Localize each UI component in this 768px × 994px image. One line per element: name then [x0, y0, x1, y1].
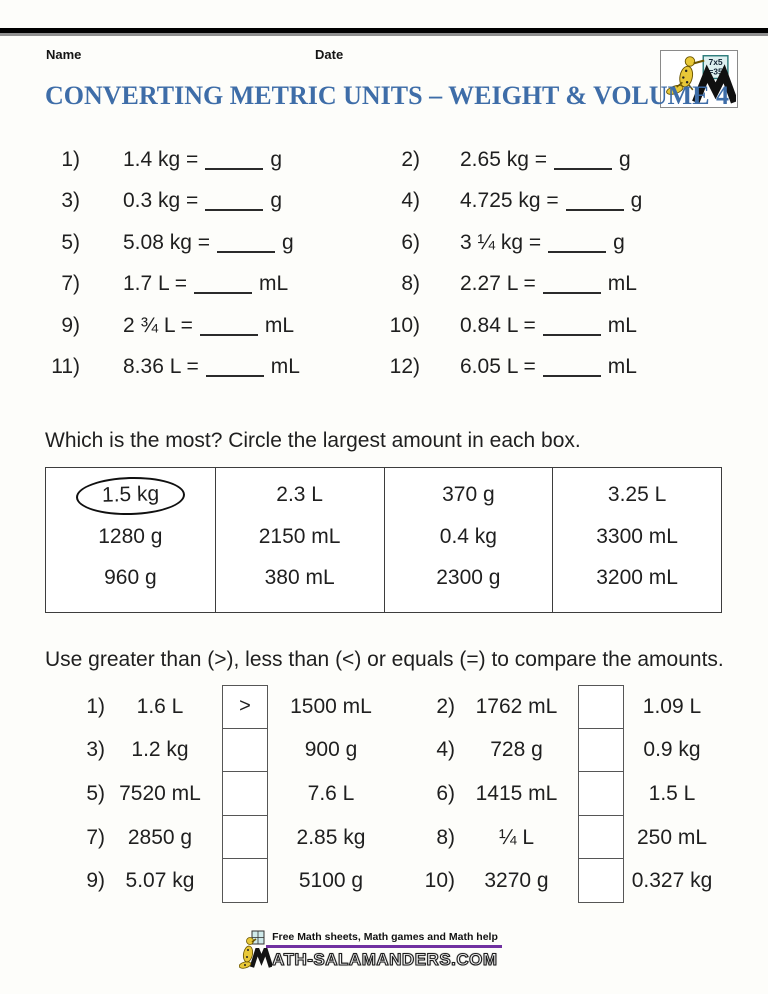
- footer-wordmark: [250, 948, 502, 968]
- compare-column-right: [395, 685, 717, 903]
- compare-row: [45, 685, 386, 729]
- problem-number: 12): [389, 355, 420, 379]
- problem-expression: [80, 148, 345, 172]
- answer-blank: [200, 329, 258, 336]
- answer-blank: [543, 329, 601, 336]
- compare-row: [395, 729, 717, 773]
- comparison-answer-box: [222, 816, 268, 860]
- unit-label: g: [270, 189, 282, 213]
- problem-row: [0, 305, 768, 347]
- table-line: [46, 474, 215, 516]
- table-cell-value: 3200 mL: [596, 566, 678, 589]
- unit-label: g: [270, 147, 282, 171]
- table-cell-value: 380 mL: [264, 566, 335, 589]
- comparison-answer-box: [578, 816, 624, 860]
- compare-column-left: [45, 685, 386, 903]
- problem-number: 5): [86, 781, 105, 805]
- answer-blank: [566, 204, 624, 211]
- amount-left: 1.6 L: [136, 694, 184, 718]
- compare-row: [395, 685, 717, 729]
- problem-number: 6): [401, 230, 420, 254]
- problem-text: 2 ¾ L =: [123, 313, 193, 337]
- unit-label: mL: [607, 313, 637, 337]
- amount-left: ¼ L: [498, 825, 535, 849]
- amount-left: 1.2 kg: [131, 738, 189, 762]
- conversion-problems-section: [0, 139, 768, 388]
- comparison-answer-box: [578, 685, 624, 729]
- most-section-heading: Which is the most? Circle the largest amount in each box.: [45, 429, 581, 452]
- page-title: CONVERTING METRIC UNITS – WEIGHT & VOLUME 4: [45, 81, 730, 110]
- compare-row: [45, 772, 386, 816]
- table-cell-value: 1.5 kg: [101, 482, 160, 507]
- amount-right: 1.5 L: [648, 781, 696, 805]
- problem-number: 2): [436, 694, 455, 718]
- most-table-cell: [552, 468, 721, 612]
- problem-number: 5): [61, 230, 80, 254]
- footer: [0, 929, 768, 968]
- unit-label: g: [613, 230, 625, 254]
- answer-blank: [543, 370, 601, 377]
- math-board-line1: 7x5: [708, 57, 723, 68]
- most-table-cell: [384, 468, 553, 612]
- amount-left: 728 g: [490, 738, 543, 762]
- compare-row: [45, 859, 386, 903]
- problem-text: 1.4 kg =: [123, 147, 199, 171]
- name-label: Name: [46, 47, 82, 62]
- date-label: Date: [315, 47, 344, 62]
- amount-left: 5.07 kg: [125, 869, 195, 893]
- comparison-answer-box: [578, 772, 624, 816]
- problem-expression: [420, 355, 768, 379]
- problem-number: 4): [401, 189, 420, 213]
- amount-right: 0.327 kg: [631, 869, 713, 893]
- problem-expression: [420, 189, 768, 213]
- site-name: ATH-SALAMANDERS.COM: [272, 950, 498, 969]
- amount-left: 7520 mL: [119, 781, 201, 805]
- amount-right: 0.9 kg: [643, 738, 701, 762]
- table-cell-value: 2150 mL: [258, 524, 341, 548]
- problem-number: 11): [51, 355, 80, 379]
- unit-label: mL: [264, 313, 295, 337]
- comparison-answer-box: [578, 859, 624, 903]
- problem-text: 4.725 kg =: [460, 189, 559, 213]
- table-cell-value: 2300 g: [436, 566, 501, 589]
- unit-label: g: [281, 230, 294, 254]
- problem-text: 2.65 kg =: [460, 147, 547, 171]
- problem-expression: [80, 231, 345, 255]
- problem-number: 3): [61, 189, 80, 213]
- answer-blank: [217, 246, 275, 253]
- amount-right: 250 mL: [636, 825, 708, 849]
- salamander-icon: [239, 930, 265, 972]
- most-table: [45, 467, 722, 613]
- amount-left: 2850 g: [127, 825, 193, 849]
- problem-expression: [80, 189, 345, 213]
- problem-number: 6): [436, 781, 455, 805]
- problem-expression: [420, 314, 768, 338]
- table-cell-value: 0.4 kg: [439, 524, 497, 548]
- comparison-answer-box: [222, 859, 268, 903]
- problem-expression: [80, 272, 345, 296]
- problem-number: 9): [61, 313, 80, 337]
- problem-expression: [420, 148, 768, 172]
- compare-row: [395, 772, 717, 816]
- problem-expression: [80, 314, 345, 338]
- answer-blank: [205, 163, 263, 170]
- amount-right: 7.6 L: [307, 781, 355, 805]
- problem-text: 0.84 L =: [460, 313, 536, 337]
- amount-right: 5100 g: [298, 869, 364, 893]
- compare-row: [45, 729, 386, 773]
- unit-label: g: [618, 147, 631, 171]
- problem-row: [0, 181, 768, 223]
- problem-number: 7): [61, 272, 80, 296]
- problem-number: 8): [436, 825, 455, 849]
- table-cell-value: 3300 mL: [596, 524, 678, 548]
- problem-text: 0.3 kg =: [123, 189, 199, 213]
- unit-label: mL: [259, 272, 289, 296]
- amount-right: 1.09 L: [642, 694, 702, 718]
- compare-row: [395, 859, 717, 903]
- answer-blank: [554, 163, 612, 170]
- most-table-cell: [46, 468, 215, 612]
- answer-blank: [548, 246, 606, 253]
- unit-label: mL: [607, 272, 637, 296]
- problem-expression: [420, 272, 768, 296]
- compare-section-heading: Use greater than (>), less than (<) or equals (=) to compare the amounts.: [45, 648, 724, 671]
- problem-row: [0, 264, 768, 306]
- problem-text: 3 ¼ kg =: [460, 230, 542, 254]
- top-divider: [0, 28, 768, 36]
- table-cell-value: 1280 g: [98, 524, 163, 548]
- problem-number: 10): [424, 869, 455, 893]
- comparison-answer-box: [578, 729, 624, 773]
- problem-text: 8.36 L =: [123, 355, 199, 379]
- problem-row: [0, 139, 768, 181]
- problem-expression: [420, 231, 768, 255]
- comparison-answer-box: [222, 729, 268, 773]
- table-cell-value: 3.25 L: [607, 483, 667, 506]
- compare-row: [45, 816, 386, 860]
- table-cell-value: 370 g: [442, 483, 495, 506]
- answer-blank: [194, 287, 252, 294]
- problem-number: 3): [86, 738, 105, 762]
- problem-text: 5.08 kg =: [123, 230, 210, 254]
- problem-row: [0, 347, 768, 389]
- unit-label: mL: [607, 355, 637, 379]
- problem-number: 9): [86, 869, 105, 893]
- table-cell-value: 2.3 L: [276, 483, 323, 506]
- problem-number: 8): [401, 272, 420, 296]
- amount-right: 2.85 kg: [296, 825, 366, 849]
- table-cell-value: 960 g: [104, 566, 157, 589]
- problem-text: 2.27 L =: [460, 272, 536, 296]
- problem-expression: [80, 355, 345, 379]
- answer-blank: [543, 287, 601, 294]
- compare-row: [395, 816, 717, 860]
- comparison-answer-box: >: [222, 685, 268, 729]
- problem-number: 4): [436, 738, 455, 762]
- answer-blank: [206, 370, 264, 377]
- comparison-answer-box: [222, 772, 268, 816]
- unit-label: mL: [270, 355, 300, 379]
- unit-label: g: [630, 189, 643, 213]
- problem-number: 10): [389, 313, 420, 337]
- amount-left: 3270 g: [484, 869, 549, 893]
- problem-number: 2): [401, 147, 420, 171]
- footer-tagline: Free Math sheets, Math games and Math help: [272, 931, 498, 943]
- amount-left: 1762 mL: [475, 694, 558, 718]
- footer-logo: [266, 929, 502, 968]
- amount-left: 1415 mL: [475, 781, 558, 805]
- problem-number: 1): [86, 694, 105, 718]
- problem-text: 1.7 L =: [123, 272, 188, 296]
- problem-text: 6.05 L =: [460, 355, 536, 379]
- answer-blank: [205, 204, 263, 211]
- circle-annotation: [75, 476, 185, 517]
- problem-number: 7): [86, 825, 105, 849]
- most-table-cell: [215, 468, 384, 612]
- problem-number: 1): [61, 147, 80, 171]
- problem-row: [0, 222, 768, 264]
- amount-right: 900 g: [304, 738, 358, 762]
- math-board-line2: =35: [708, 66, 723, 77]
- amount-right: 1500 mL: [290, 694, 372, 718]
